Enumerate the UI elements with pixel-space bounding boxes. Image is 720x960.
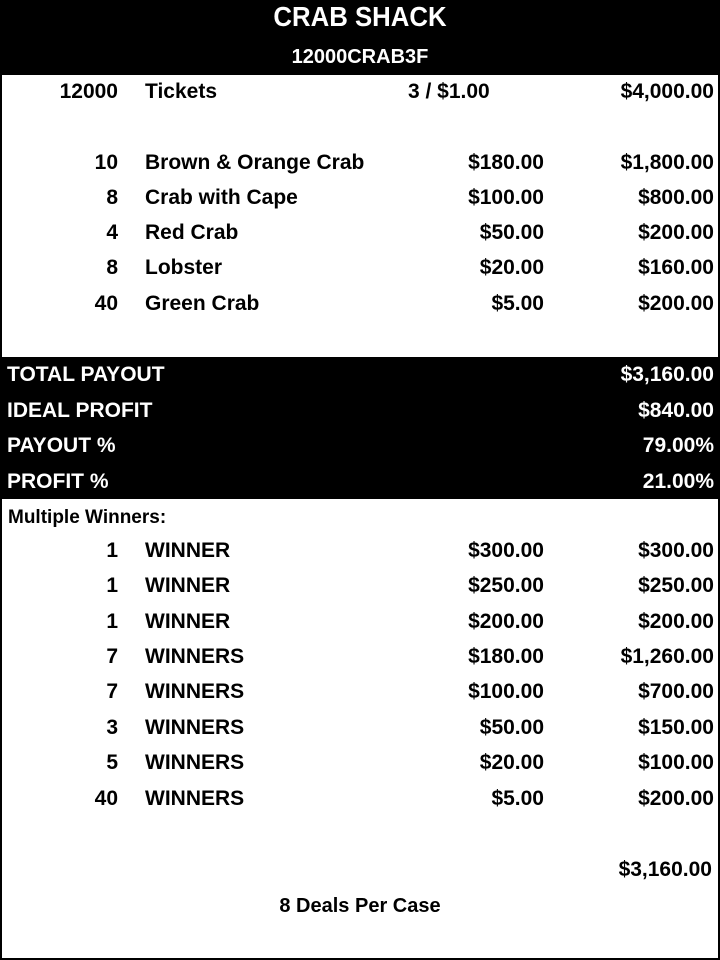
winner-label: WINNERS: [145, 787, 245, 810]
prize-row: [2, 287, 718, 321]
winner-label: WINNER: [145, 539, 231, 562]
winner-total: $200.00: [638, 610, 714, 633]
winner-price: $200.00: [468, 610, 544, 633]
prize-qty: 40: [94, 292, 118, 315]
winner-qty: 3: [106, 716, 118, 739]
prize-total: $200.00: [638, 292, 714, 315]
winner-qty: 1: [106, 610, 118, 633]
ticket-total: $4,000.00: [620, 80, 714, 103]
summary-label: IDEAL PROFIT: [7, 398, 153, 422]
tickets-row: [2, 75, 718, 109]
prize-label: Green Crab: [145, 292, 260, 315]
ticket-label: Tickets: [145, 80, 217, 103]
summary-label: TOTAL PAYOUT: [7, 363, 165, 386]
prize-row: [2, 181, 718, 215]
header-bar: [2, 0, 718, 75]
summary-value: $840.00: [638, 398, 714, 422]
prize-qty: 10: [94, 151, 118, 174]
prize-qty: 8: [106, 256, 118, 279]
winner-total: $700.00: [638, 680, 714, 703]
prize-total: $800.00: [638, 186, 714, 209]
winner-row: [2, 746, 718, 780]
winner-price: $180.00: [468, 645, 544, 668]
winner-price: $250.00: [468, 574, 544, 597]
winner-label: WINNERS: [145, 716, 245, 739]
winner-qty: 1: [106, 574, 118, 597]
summary-value: $3,160.00: [620, 363, 714, 386]
winner-price: $100.00: [468, 680, 544, 703]
winner-price: $5.00: [491, 787, 544, 810]
summary-value: 79.00%: [642, 434, 714, 457]
winner-row: [2, 675, 718, 709]
deals-per-case: 8 Deals Per Case: [279, 895, 441, 917]
summary-label: PROFIT %: [7, 469, 109, 493]
winner-row: [2, 569, 718, 603]
winner-price: $20.00: [479, 751, 544, 774]
winner-row: [2, 605, 718, 639]
summary-label: PAYOUT %: [7, 434, 116, 457]
prize-price: $180.00: [468, 151, 544, 174]
game-code: 12000CRAB3F: [291, 46, 429, 68]
winner-label: WINNERS: [145, 645, 245, 668]
prize-qty: 4: [106, 221, 118, 244]
prize-label: Crab with Cape: [145, 186, 298, 209]
prize-qty: 8: [106, 186, 118, 209]
winner-row: [2, 782, 718, 816]
prize-total: $200.00: [638, 221, 714, 244]
winner-total: $100.00: [638, 751, 714, 774]
prize-price: $50.00: [479, 221, 544, 244]
game-title: CRAB SHACK: [273, 1, 447, 32]
winner-qty: 40: [94, 787, 118, 810]
ticket-count: 12000: [59, 80, 118, 103]
winner-price: $50.00: [479, 716, 544, 739]
prize-row: [2, 216, 718, 250]
prize-row: [2, 146, 718, 180]
prize-total: $1,800.00: [620, 151, 714, 174]
summary-value: 21.00%: [642, 469, 714, 493]
prize-total: $160.00: [638, 256, 714, 279]
prize-price: $100.00: [468, 186, 544, 209]
summary-row: [2, 393, 718, 429]
multiple-winners-heading: Multiple Winners:: [8, 507, 167, 528]
prize-label: Brown & Orange Crab: [145, 151, 365, 174]
winner-qty: 7: [106, 680, 118, 703]
winner-row: [2, 640, 718, 674]
winner-qty: 7: [106, 645, 118, 668]
winner-label: WINNER: [145, 574, 231, 597]
prize-label: Lobster: [145, 256, 223, 279]
winner-total: $150.00: [638, 716, 714, 739]
summary-row: [2, 464, 718, 500]
ticket-price: 3 / $1.00: [408, 80, 490, 103]
prize-price: $20.00: [479, 256, 544, 279]
winner-total: $1,260.00: [620, 645, 714, 668]
winner-total: $250.00: [638, 574, 714, 597]
winner-label: WINNERS: [145, 680, 245, 703]
winner-price: $300.00: [468, 539, 544, 562]
winner-row: [2, 711, 718, 745]
summary-row: [2, 428, 718, 464]
winner-label: WINNERS: [145, 751, 245, 774]
prize-price: $5.00: [491, 292, 544, 315]
prize-label: Red Crab: [145, 221, 239, 244]
winner-total: $300.00: [638, 539, 714, 562]
grand-total: $3,160.00: [618, 858, 712, 881]
summary-row: [2, 357, 718, 393]
winner-total: $200.00: [638, 787, 714, 810]
winner-label: WINNER: [145, 610, 231, 633]
summary-block: [2, 357, 718, 499]
winner-qty: 1: [106, 539, 118, 562]
prize-row: [2, 251, 718, 285]
winner-qty: 5: [106, 751, 118, 774]
winner-row: [2, 534, 718, 568]
